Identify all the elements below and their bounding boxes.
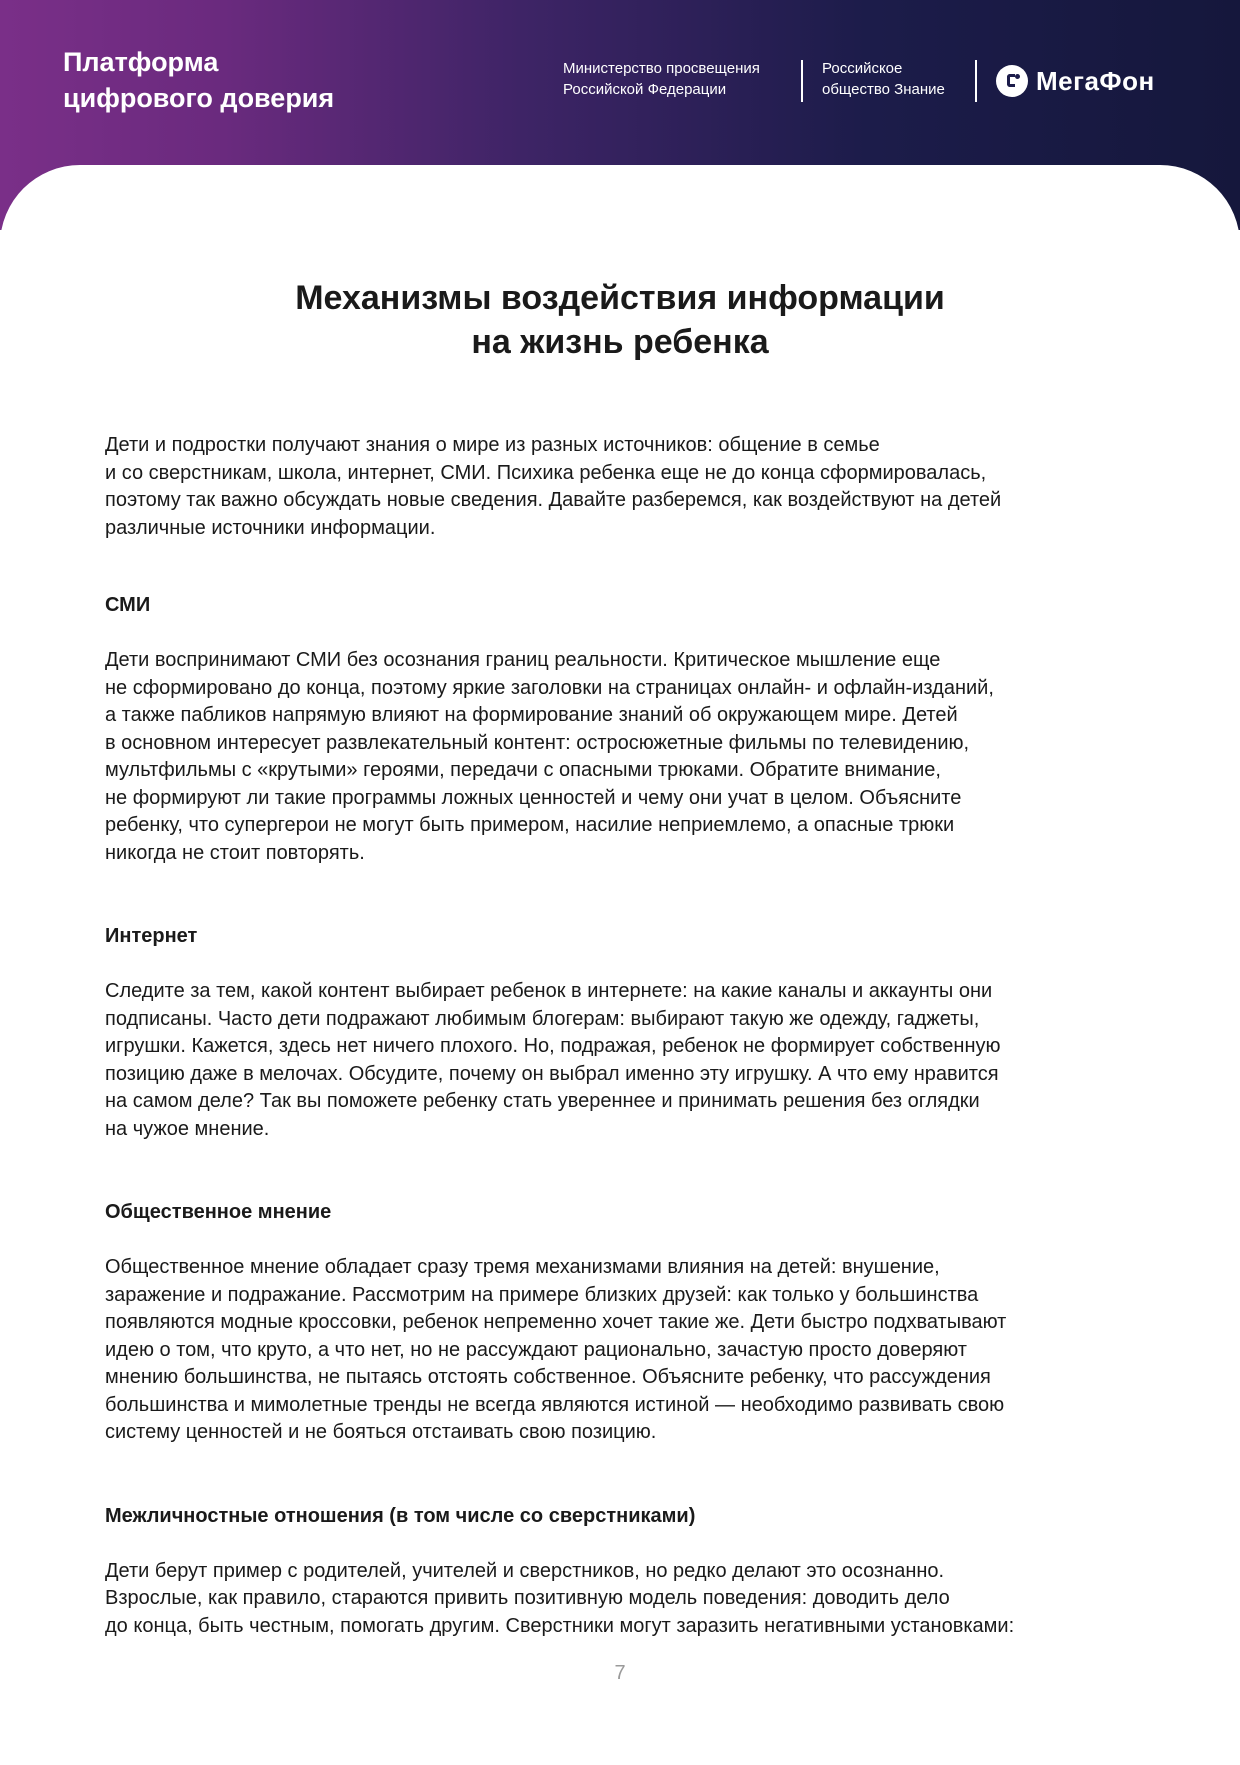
text-line: заражение и подражание. Рассмотрим на примере близких друзей: как только у большинства: [105, 1283, 979, 1306]
platform-title-line2: цифрового доверия: [63, 83, 335, 113]
partner-ministry: [563, 58, 760, 100]
text-line: а также пабликов напрямую влияют на формирование знаний об окружающем мире. Детей: [105, 704, 958, 726]
text-line: в основном интересует развлекательный контент: остросюжетные фильмы по телевидению,: [105, 731, 970, 754]
text-line: систему ценностей и не бояться отстаивать свою позицию.: [105, 1421, 657, 1443]
text-line: Общественное мнение обладает сразу тремя механизмами влияния на детей: внушение,: [105, 1256, 940, 1278]
section-paragraph-smi: [105, 647, 1145, 867]
page-number: 7: [614, 1662, 626, 1684]
text-line: Дети воспринимают СМИ без осознания границ реальности. Критическое мышление еще: [105, 649, 941, 671]
text-line: никогда не стоит повторять.: [105, 841, 365, 864]
page-title: [0, 276, 1240, 364]
partner-ministry-line2: Российской Федерации: [563, 81, 727, 98]
text-line: идею о том, что круто, а что нет, но не рассуждают рационально, зачастую просто доверяют: [105, 1338, 967, 1361]
text-line: и со сверстникам, школа, интернет, СМИ. Психика ребенка еще не до конца сформировалась,: [105, 461, 987, 484]
header-divider: [975, 60, 977, 102]
header-divider: [801, 60, 803, 102]
partner-znanie-line2: общество Знание: [822, 81, 945, 98]
text-line: Взрослые, как правило, стараются привить позитивную модель поведения: доводить дело: [105, 1587, 950, 1609]
text-line: большинства и мимолетные тренды не всегда являются истиной — необходимо развивать свою: [105, 1393, 1005, 1416]
platform-title: [63, 44, 334, 116]
section-heading-smi: СМИ: [105, 594, 151, 616]
section-heading-interpersonal: Межличностные отношения (в том числе со сверстниками): [105, 1504, 696, 1527]
platform-title-line1: Платформа: [63, 47, 219, 77]
text-line: на самом деле? Так вы поможете ребенку стать увереннее и принимать решения без оглядки: [105, 1090, 980, 1112]
text-line: ребенку, что супергерои не могут быть примером, насилие неприемлемо, а опасные трюки: [105, 814, 955, 836]
partner-znanie-line1: Российское: [822, 60, 903, 77]
section-heading-public-opinion: Общественное мнение: [105, 1201, 332, 1223]
text-line: Дети берут пример с родителей, учителей и сверстников, но редко делают это осознанно.: [105, 1559, 945, 1582]
megafon-logo: [996, 64, 1155, 98]
section-heading-internet: Интернет: [105, 925, 198, 947]
text-line: на чужое мнение.: [105, 1117, 270, 1140]
megafon-logo-icon: [996, 65, 1028, 97]
text-line: не сформировано до конца, поэтому яркие заголовки на страницах онлайн- и офлайн-изданий,: [105, 676, 994, 699]
text-line: позицию даже в мелочах. Обсудите, почему он выбрал именно эту игрушку. А что ему нравится: [105, 1062, 999, 1085]
partner-znanie: [822, 58, 945, 100]
section-paragraph-interpersonal: [105, 1558, 1145, 1641]
text-line: игрушки. Кажется, здесь нет ничего плохого. Но, подражая, ребенок не формирует собственную: [105, 1035, 1001, 1057]
page-title-line2: на жизнь ребенка: [471, 323, 769, 361]
intro-paragraph: [105, 432, 1145, 542]
text-line: Следите за тем, какой контент выбирает ребенок в интернете: на какие каналы и аккаунты они: [105, 980, 993, 1002]
text-line: мультфильмы с «крутыми» героями, передачи с опасными трюками. Обратите внимание,: [105, 759, 941, 781]
text-line: не формируют ли такие программы ложных ценностей и чему они учат в целом. Объясните: [105, 786, 962, 809]
text-line: Дети и подростки получают знания о мире из разных источников: общение в семье: [105, 434, 880, 456]
text-line: до конца, быть честным, помогать другим. Сверстники могут заразить негативными установками:: [105, 1614, 1015, 1637]
text-line: мнению большинства, не пытаясь отстоять собственное. Объясните ребенку, что рассуждения: [105, 1366, 991, 1388]
text-line: подписаны. Часто дети подражают любимым блогерам: выбирают такую же одежду, гаджеты,: [105, 1007, 980, 1030]
text-line: поэтому так важно обсуждать новые сведения. Давайте разберемся, как воздействуют на детей: [105, 489, 1002, 511]
text-line: появляются модные кроссовки, ребенок непременно хочет такие же. Дети быстро подхватывают: [105, 1311, 1007, 1333]
megafon-logo-text: МегаФон: [1036, 65, 1155, 96]
section-paragraph-internet: [105, 978, 1145, 1143]
section-paragraph-public-opinion: [105, 1254, 1145, 1447]
article-body: [105, 432, 1145, 1640]
partner-ministry-line1: Министерство просвещения: [563, 60, 760, 77]
page-title-line1: Механизмы воздействия информации: [295, 279, 945, 317]
text-line: различные источники информации.: [105, 516, 436, 539]
